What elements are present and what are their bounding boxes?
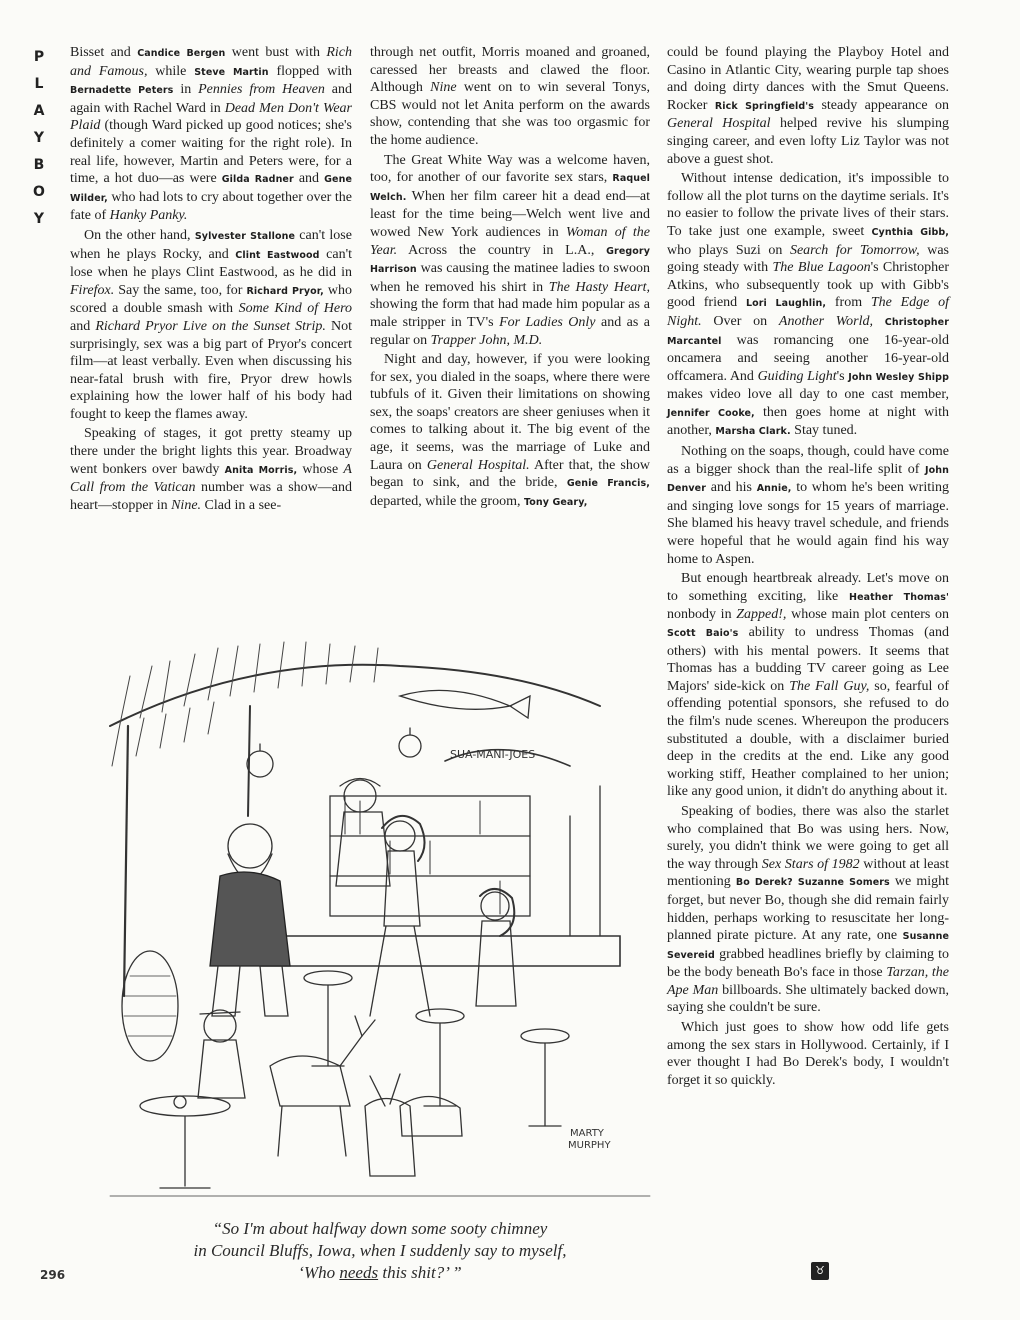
title-italic: The Edge of Night. (667, 295, 950, 329)
body-text: Speaking of bodies, there was also the starlet who complained that Bo was using hers. Now, surely, you didn't think we were going to get all the way through (667, 803, 949, 872)
body-text: while (147, 63, 195, 79)
title-italic: Pennies from Heaven (198, 82, 325, 98)
artist-signature-line2: MURPHY (568, 1140, 611, 1151)
cartoon-drawing (100, 636, 660, 1202)
body-text: Without intense dedication, it's impossible to follow all the plot turns on the daytime serials. It's no easier to follow the private lives of their stars. To take just one example, sweet (667, 171, 949, 239)
celebrity-name: Candice Bergen (137, 48, 226, 59)
body-text: 's Christopher Atkins, who subsequently took up with Gibb's good friend (667, 260, 950, 311)
body-text: we might forget, but never Bo, though she did remain fairly hidden, perhaps working to resuscitate her long-planned pirate picture. At any rate, one (667, 874, 949, 944)
title-italic: General Hospital (667, 116, 771, 132)
brand-letter: B (33, 157, 45, 173)
caption-line-2: in Council Bluffs, Iowa, when I suddenly say to myself, (193, 1241, 567, 1260)
cartoon-caption (100, 1218, 660, 1284)
title-italic: Zapped!, (736, 607, 787, 623)
body-text: The Great White Way was a welcome haven, too, for another of our favorite sex stars, (370, 152, 650, 186)
title-italic: Nine. (171, 497, 202, 513)
body-text: Clad in a see- (201, 497, 282, 513)
title-italic: For Ladies Only (499, 314, 596, 330)
celebrity-name: Christopher Marcantel (667, 316, 949, 347)
brand-letter: Y (33, 211, 45, 227)
rabbit-head-end-mark-icon: ♉ (811, 1262, 829, 1280)
body-text: departed, while the groom, (370, 493, 524, 509)
title-italic: Richard Pryor Live on the Sunset Strip. (95, 318, 326, 334)
body-text: and his (706, 480, 757, 496)
article-column-3 (667, 44, 949, 1091)
title-italic: Search for Tomorrow, (789, 242, 920, 258)
celebrity-name: Anita Morris, (224, 464, 298, 476)
article-paragraph (70, 44, 352, 225)
body-text: went on to win several Tonys, CBS would not let Anita perform on the awards show, contending that she was too orgasmic for the home audience. (370, 80, 650, 148)
caption-line-1: “So I'm about halfway down some sooty chimney (212, 1219, 548, 1238)
body-text: helped revive his slumping singing career, and even lofty Liz Taylor was not above a guest shot. (667, 116, 949, 167)
celebrity-name: Rick Springfield's (714, 100, 815, 112)
body-text: whose main plot centers on (786, 607, 950, 623)
caption-line-3-start: ‘Who (298, 1263, 340, 1282)
celebrity-name: Scott Baio's (667, 628, 739, 639)
brand-letter: L (34, 76, 44, 92)
body-text: Not surprisingly, sex was a big part of Pryor's concert film—at least verbally. Even when discussing his near-fatal brush with fire, Pryor drew howls explaining how the lower half of his body had fought to keep the flames away. (70, 318, 353, 422)
body-text: and again with Rachel Ward in (70, 82, 352, 116)
celebrity-name: Heather Thomas' (849, 591, 950, 603)
title-italic: Woman of the Year. (370, 224, 650, 258)
body-text: Night and day, however, if you were looking for sex, you dialed in the soaps, where there were tubfuls of it. Given their limitations on showing sex, the soaps' creators are sheer geniuses when it comes to talking about it. The big event of the age, it seems, was the marriage of Luke and Laura on (370, 352, 650, 473)
celebrity-name: Steve Martin (194, 66, 269, 78)
title-italic: Firefox. (70, 282, 115, 298)
body-text: can't lose when he plays Clint Eastwood, as he did in (70, 246, 352, 281)
celebrity-name: Sylvester Stallone (194, 230, 296, 242)
body-text: was romancing one 16-year-old oncamera and seeing another 16-year-old offcamera. And (667, 332, 949, 384)
body-text: and (293, 171, 325, 187)
brand-letter: P (33, 49, 45, 65)
body-text: was causing the matinee ladies to swoon when he removed his shirt in (370, 261, 650, 295)
body-text (873, 314, 885, 329)
body-text: from (826, 295, 871, 311)
celebrity-name: Richard Pryor, (246, 285, 324, 297)
body-text: to whom he's been writing and singing love songs for 15 years of marriage. She blamed his heavy travel schedule, and friends were hopeful that he would again find his way home to Aspen. (667, 480, 949, 567)
body-text: But enough heartbreak already. Let's move on to something exciting, like (667, 571, 949, 604)
title-italic: The Hasty Heart, (548, 279, 651, 295)
body-text: On the other hand, (84, 227, 195, 243)
title-italic: Trapper John, M.D. (430, 332, 543, 348)
body-text: grabbed headlines briefly by claiming to be the body beneath Bo's face in those (667, 946, 949, 981)
celebrity-name: John Wesley Shipp (848, 371, 949, 383)
celebrity-name: Susanne Severeid (667, 931, 949, 961)
body-text: so, fearful of offending potential sponsors, she refused to do the film's nude scenes. Whereupon the producers substituted a double, with a disclaimer buried deep in the credits at the end. Like any good working stiff, Heather complained to her union; like any good union, it didn't do anything about it. (667, 678, 949, 800)
title-italic: Some Kind of Hero (238, 301, 352, 317)
title-italic: Hanky Panky. (109, 208, 188, 224)
celebrity-name: Bo Derek? (735, 877, 793, 889)
celebrity-name: Bernadette Peters (70, 85, 174, 97)
body-text: in (173, 82, 199, 98)
title-italic: Guiding Light (757, 368, 837, 384)
body-text: Bisset and (70, 45, 138, 60)
body-text: whose (297, 461, 344, 477)
body-text: showing the form that had made him popular as a male stripper in TV's (370, 297, 650, 330)
body-text: who scored a double smash with (70, 282, 352, 317)
celebrity-name: Jennifer Cooke, (667, 407, 755, 419)
body-text: 's (836, 368, 849, 384)
celebrity-name: Clint Eastwood (235, 249, 320, 261)
celebrity-name: Gilda Radner (221, 174, 294, 186)
body-text: through net outfit, Morris moaned and groaned, caressed her breasts and clawed the floor. Although (370, 45, 650, 96)
article-paragraph (70, 425, 352, 514)
article-paragraph (667, 170, 949, 441)
body-text: Speaking of stages, it got pretty steamy up there under the bright lights this year. Broadway went bonkers over bawdy (70, 426, 352, 477)
celebrity-name: Marsha Clark. (715, 426, 791, 438)
caption-line-3-end: this shit?’ ” (378, 1263, 462, 1282)
bar-sign-text: SUA-MANI-JOES (450, 748, 536, 761)
title-italic: A Call from the Vatican (70, 461, 352, 496)
page-number: 296 (40, 1268, 66, 1282)
title-italic: Sex Stars of 1982 (761, 856, 860, 872)
body-text: then goes home at night with another, (667, 404, 949, 439)
body-text: Over on (701, 313, 779, 329)
article-paragraph (370, 44, 650, 150)
celebrity-name: John Denver (667, 464, 949, 495)
body-text: who had lots to cry about together over the fate of (70, 189, 352, 224)
article-paragraph (70, 227, 352, 424)
body-text: and as a regular on (370, 314, 650, 348)
body-text: (though Ward picked up good notices; she's definitely a comer waiting for the right role). In real life, however, Martin and Peters were, for a time, a hot duo—as were (70, 118, 352, 187)
celebrity-name: Lori Laughlin, (745, 298, 827, 310)
body-text: When her film career hit a dead end—at least for the time being—Welch went live and wowed New York audiences in (370, 188, 650, 240)
cartoon-illustration (100, 636, 660, 1202)
title-italic: Dead Men Don't Wear Plaid (70, 100, 352, 134)
body-text: After that, the show began to sink, and the bride, (370, 457, 650, 491)
caption-emphasis: needs (339, 1263, 379, 1282)
body-text: went bust with (225, 45, 327, 60)
magazine-brand-vertical (28, 44, 50, 233)
title-italic: Nine (430, 80, 457, 96)
article-column-2 (370, 44, 650, 513)
title-italic: General Hospital. (426, 457, 530, 473)
body-text: steady appearance on (814, 97, 949, 113)
artist-signature-line1: MARTY (570, 1128, 604, 1139)
body-text: Stay tuned. (790, 423, 858, 439)
body-text: makes video love all day to one cast member, (667, 387, 949, 403)
body-text: Which just goes to show how odd life gets among the sex stars in Hollywood. Certainly, if I ever thought I had Bo Derek's body, I wouldn't forget it so quickly. (667, 1020, 949, 1088)
body-text: Across the country in L.A., (397, 242, 607, 258)
body-text: Nothing on the soaps, though, could have come as a bigger shock than the real-life split of (667, 444, 949, 477)
article-paragraph (667, 803, 949, 1017)
celebrity-name: Tony Geary, (523, 496, 588, 508)
brand-letter: O (33, 184, 45, 200)
celebrity-name: Annie, (756, 483, 792, 495)
title-italic: Another World, (778, 313, 874, 329)
article-paragraph (667, 44, 949, 168)
body-text: ability to undress Thomas (and others) with his mental powers. It seems that Thomas has a budding TV career going as Lee Majors' side-kick on (667, 625, 949, 694)
article-column-1 (70, 44, 352, 516)
body-text: nonbody in (667, 607, 737, 623)
body-text: could be found playing the Playboy Hotel and Casino in Atlantic City, wearing purple tap shoes and doing dirty dances with the Smut Queens. Rocker (667, 45, 949, 113)
article-paragraph (370, 351, 650, 511)
body-text: who plays Suzi on (667, 242, 790, 258)
body-text: Say the same, too, for (114, 282, 247, 298)
article-paragraph (667, 443, 949, 568)
title-italic: The Fall Guy, (789, 678, 870, 694)
celebrity-name: Gregory Harrison (370, 245, 650, 276)
article-paragraph (370, 152, 650, 350)
article-paragraph (667, 1019, 949, 1089)
body-text: flopped with (268, 63, 352, 79)
title-italic: Tarzan, the Ape Man (667, 965, 949, 998)
celebrity-name: Genie Francis, (566, 478, 650, 490)
body-text: billboards. She ultimately backed down, saying she couldn't be sure. (667, 982, 949, 1016)
body-text: and (70, 318, 96, 334)
caption-line-3 (100, 1262, 660, 1284)
body-text: number was a show—and heart—stopper in (70, 480, 352, 513)
body-text: can't lose when he plays Rocky, and (70, 227, 352, 262)
celebrity-name: Cynthia Gibb, (871, 226, 949, 238)
title-italic: The Blue Lagoon (772, 260, 871, 276)
body-text: without at least mentioning (667, 856, 949, 890)
celebrity-name: Raquel Welch. (370, 173, 650, 203)
body-text: was going steady with (667, 242, 949, 276)
celebrity-name: Suzanne Somers (797, 877, 890, 889)
article-paragraph (667, 570, 949, 801)
brand-letter: Y (33, 130, 45, 146)
celebrity-name: Gene Wilder, (70, 174, 352, 204)
title-italic: Rich and Famous, (70, 45, 352, 79)
brand-letter: A (33, 103, 45, 119)
